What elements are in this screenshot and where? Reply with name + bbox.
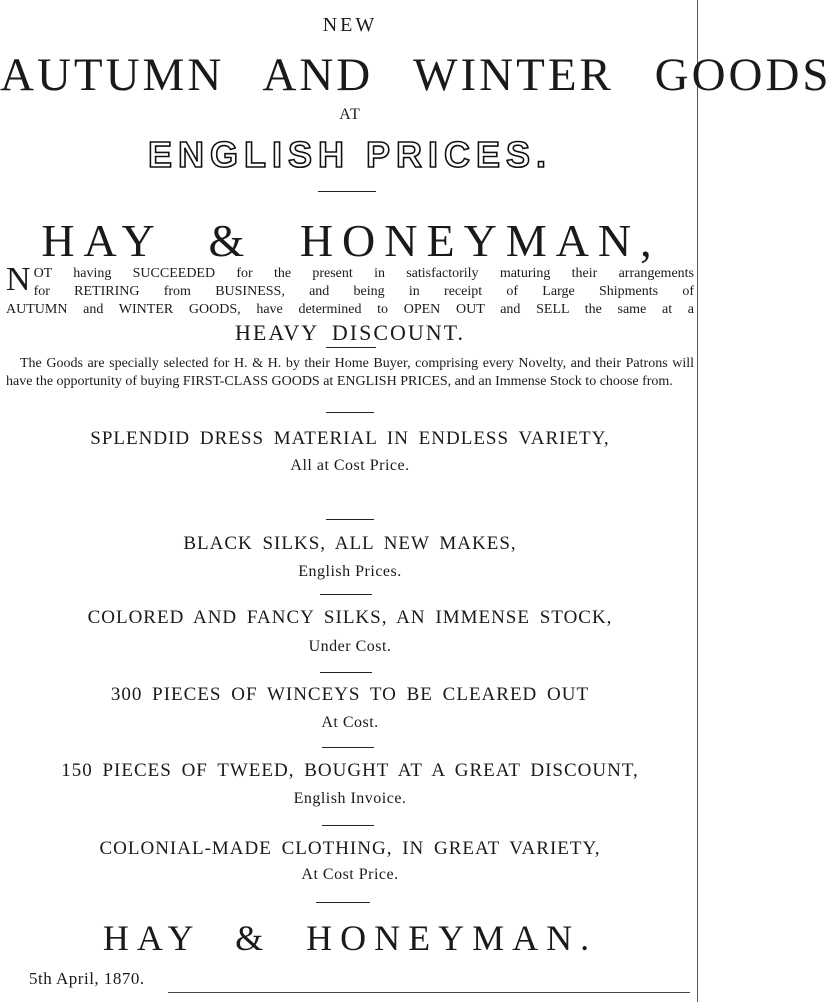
divider	[318, 191, 376, 192]
item-heading: BLACK SILKS, ALL NEW MAKES,	[183, 533, 517, 554]
intro-line-1: OT having SUCCEEDED for the present in satisfactorily maturing their arrangements	[33, 266, 694, 281]
heavy-discount: HEAVY DISCOUNT.	[235, 320, 465, 345]
item-subheading: At Cost.	[321, 714, 379, 731]
item-heading: SPLENDID DRESS MATERIAL IN ENDLESS VARIETY,	[90, 428, 610, 449]
divider	[326, 519, 374, 520]
headline: AUTUMN AND WINTER GOODS	[0, 49, 832, 101]
divider	[320, 594, 372, 595]
goods-paragraph: The Goods are specially selected for H. & H. by their Home Buyer, comprising every Novelty, and their Patrons will have the opportunity of buying FIRST-CLASS GOODS at ENGLISH PRICES, and an Immense Stock to choose from.	[6, 356, 694, 389]
divider	[326, 412, 374, 413]
item-subheading: All at Cost Price.	[290, 457, 410, 474]
bottom-rule	[168, 992, 690, 993]
item-heading: 300 PIECES OF WINCEYS TO BE CLEARED OUT	[110, 684, 590, 705]
item-heading: COLONIAL-MADE CLOTHING, IN GREAT VARIETY,	[99, 838, 601, 859]
item-heading: COLORED AND FANCY SILKS, AN IMMENSE STOCK,	[87, 607, 613, 628]
date-line: 5th April, 1870.	[29, 969, 145, 988]
firm-title: HAY & HONEYMAN,	[41, 215, 661, 266]
intro-line-3: AUTUMN and WINTER GOODS, have determined to OPEN OUT and SELL the same at a	[6, 302, 694, 317]
intro-paragraph	[6, 261, 694, 319]
divider	[320, 672, 372, 673]
divider	[322, 747, 374, 748]
closing-firm-name: HAY & HONEYMAN.	[102, 918, 598, 958]
new-label: NEW	[322, 14, 378, 36]
divider	[322, 825, 374, 826]
item-subheading: English Invoice.	[293, 790, 407, 807]
item-subheading: English Prices.	[298, 563, 402, 580]
english-prices-heading: ENGLISH PRICES.	[147, 134, 553, 175]
item-subheading: At Cost Price.	[301, 866, 399, 883]
divider	[316, 902, 370, 903]
item-subheading: Under Cost.	[308, 638, 392, 655]
drop-cap: N	[6, 261, 31, 298]
intro-line-2: for RETIRING from BUSINESS, and being in receipt of Large Shipments of	[33, 284, 694, 299]
at-label: AT	[339, 106, 361, 123]
item-heading: 150 PIECES OF TWEED, BOUGHT AT A GREAT DISCOUNT,	[61, 760, 639, 781]
divider	[326, 347, 376, 348]
